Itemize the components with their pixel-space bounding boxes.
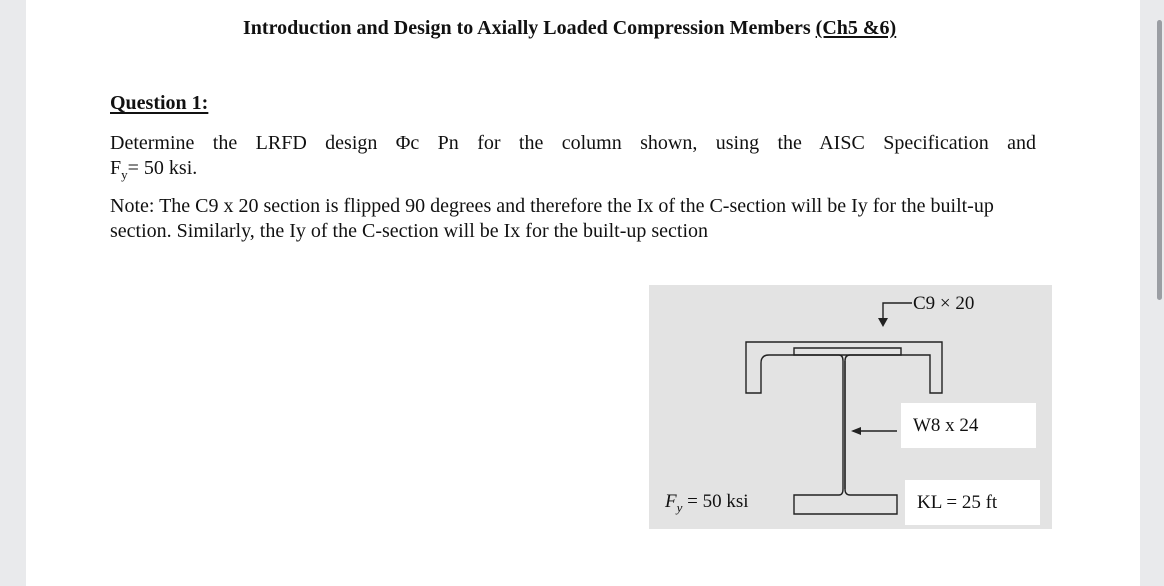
title-text: Introduction and Design to Axially Loaded Compression Members [243, 17, 816, 39]
page-title [243, 17, 896, 40]
note-paragraph: Note: The C9 x 20 section is flipped 90 degrees and therefore the Ix of the C-section will be Iy for the built-up section. Similarly, the Iy of the C-section will be Ix for the built-up section [110, 195, 994, 242]
chapter-reference: (Ch5 &6) [815, 17, 897, 39]
question-text [110, 131, 1036, 187]
yield-stress-label: $F_y = 50$ ksi [665, 491, 749, 515]
channel-label: C9 × 20 [913, 293, 975, 314]
question-line-2: $F_y= 50$ ksi. [110, 157, 198, 182]
question-heading: Question 1: [110, 92, 209, 114]
channel-arrowhead [878, 318, 888, 327]
effective-length-label: KL = 25 ft [905, 480, 1040, 525]
channel-section-outline [746, 342, 942, 393]
built-up-section-figure [649, 285, 1052, 529]
scrollbar-thumb[interactable] [1157, 20, 1162, 300]
question-line-1: Determine the LRFD design Φc Pn for the column shown, using the AISC Specification and [110, 132, 1036, 154]
wide-flange-label: W8 x 24 [901, 403, 1036, 448]
wide-flange-arrowhead [851, 427, 861, 435]
